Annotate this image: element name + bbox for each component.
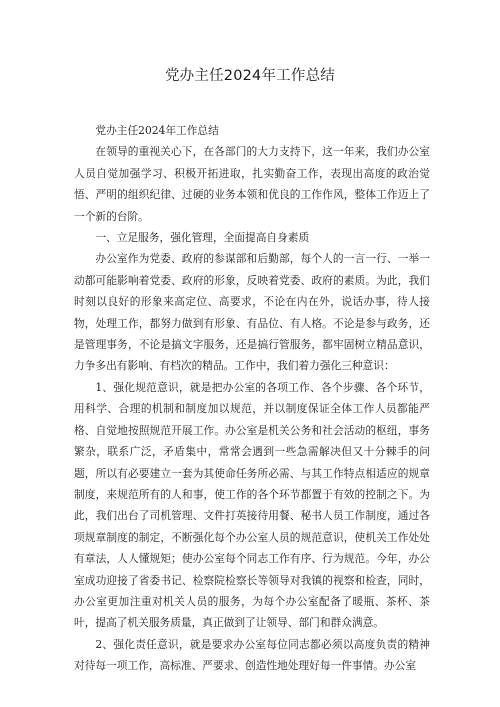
paragraph-section-1: 办公室作为党委、政府的参谋部和后勤部，每个人的一言一行、一举一动都可能影响着党委、政府的形象，反映着党委、政府的素质。为此，我们时刻以良好的形象来高定位、高要求，不论在内在外，说话办事，待人接物，处理工作，都努力做到有形象、有品位、有人格。不论是参与政务，还是管理事务，不论是搞文字服务，还是搞行管服务，都牢固树立精品意识，力争多出有影响、有档次的精品。工作中，我们着力强化三种意识： — [74, 252, 430, 373]
paragraph-item-1: 1、强化规范意识，就是把办公室的各项工作、各个步骤、各个环节，用科学、合理的机制和制度加以规范，并以制度保证全体工作人员都能严格、自觉地按照规范开展工作。办公室是机关公务和社会活动的枢纽，事务繁杂，联系广泛，矛盾集中，常常会遇到一些急需解决但又十分棘手的问题，所以有必要建立一套为其使命任务所必需、与其工作特点相适应的规章制度，来规范所有的人和事，使工作的各个环节都置于有效的控制之下。为此，我们出台了司机管理、文件打英接待用餐、秘书人员工作制度，通过各项规章制度的制定，不断强化每个办公室人员的规范意识，使机关工作处处有章法，人人懂规矩；使办公室每个同志工作有序、行为规范。今年，办公室成功迎接了省委书记、检察院检察长等领导对我镇的视察和检查，同时，办公室更加注重对机关人员的服务，为每个办公室配备了暖瓶、茶杯、茶叶，提高了机关服务质量，真正做到了让领导、部门和群众满意。 — [74, 380, 430, 630]
section-heading-1: 一、立足服务，强化管理，全面提高自身素质 — [95, 231, 310, 245]
paragraph-subtitle: 党办主任2024年工作总结 — [95, 124, 219, 137]
paragraph-item-2: 2、强化责任意识，就是要求办公室每位同志都必须以高度负责的精神对待每一项工作，高标准、严要求、创造性地处理好每一件事情。办公室 — [74, 637, 430, 673]
paragraph-intro: 在领导的重视关心下，在各部门的大力支持下，这一年来，我们办公室人员自觉加强学习、积极开拓进取，扎实勤奋工作，表现出高度的政治觉悟、严明的组织纪律、过硬的业务本领和优良的工作作风，整体工作迈上了一个新的台阶。 — [74, 145, 430, 223]
document-body — [74, 120, 430, 677]
document-title: 党办主任2024年工作总结 — [164, 68, 335, 84]
